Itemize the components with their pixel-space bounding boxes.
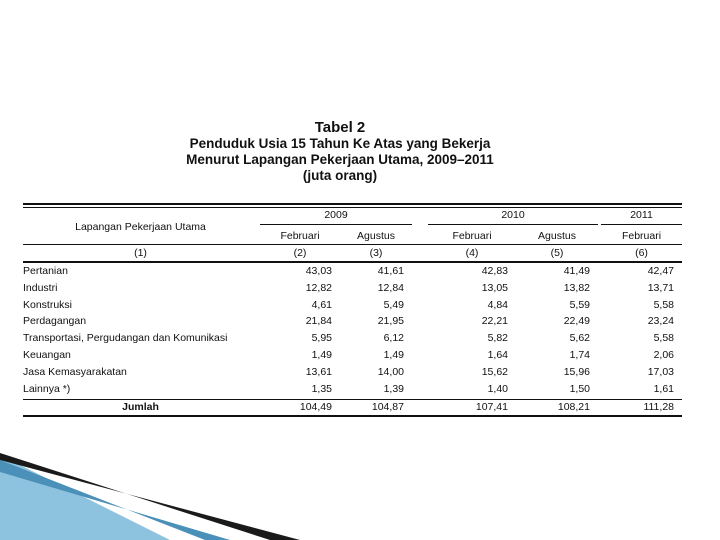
row-value: 21,95 xyxy=(377,315,404,328)
row-value: 22,49 xyxy=(563,315,590,328)
row-label: Perdagangan xyxy=(23,315,87,328)
row-value: 17,03 xyxy=(647,365,674,378)
row-value: 15,62 xyxy=(481,365,508,378)
row-value: 1,40 xyxy=(487,382,508,395)
row-value: 1,74 xyxy=(569,349,590,361)
row-value: 13,82 xyxy=(563,281,590,294)
row-value: 1,64 xyxy=(487,349,508,361)
row-value: 13,71 xyxy=(647,281,674,294)
col-number-6: (6) xyxy=(635,247,648,259)
row-label: Lainnya *) xyxy=(23,382,71,395)
row-value: 5,49 xyxy=(383,298,404,311)
table-number: Tabel 2 xyxy=(314,119,366,136)
header-month-3: Februari xyxy=(452,230,492,242)
row-value: 12,82 xyxy=(305,281,332,294)
row-value: 41,49 xyxy=(563,265,590,277)
row-value: 23,24 xyxy=(647,315,674,328)
total-value-3: 107,41 xyxy=(475,401,508,413)
row-label: Transportasi, Pergudangan dan Komunikasi xyxy=(23,332,228,345)
row-value: 1,39 xyxy=(383,382,404,395)
row-value: 1,50 xyxy=(569,382,590,395)
header-year-2009: 2009 xyxy=(324,209,348,221)
year-rule-2011 xyxy=(601,224,682,225)
row-value: 42,47 xyxy=(647,265,674,277)
row-value: 5,58 xyxy=(653,332,674,345)
table-title-line-1: Penduduk Usia 15 Tahun Ke Atas yang Bekerja xyxy=(189,136,491,151)
row-value: 21,84 xyxy=(305,315,332,328)
header-year-2010: 2010 xyxy=(501,209,525,221)
table-top-rule xyxy=(23,203,682,205)
table-top-rule-2 xyxy=(23,207,682,208)
col-number-3: (3) xyxy=(369,247,383,259)
year-rule-2009 xyxy=(260,224,412,225)
row-label: Pertanian xyxy=(23,265,68,277)
header-month-5: Februari xyxy=(621,230,662,242)
row-value: 14,00 xyxy=(377,365,404,378)
total-value-2: 104,87 xyxy=(371,401,404,413)
row-label: Konstruksi xyxy=(23,298,73,311)
body-top-rule xyxy=(23,261,682,263)
swoosh-light xyxy=(0,455,170,540)
row-value: 4,61 xyxy=(311,298,332,311)
row-value: 6,12 xyxy=(383,332,404,345)
row-value: 2,06 xyxy=(653,349,674,361)
row-value: 5,59 xyxy=(569,298,590,311)
total-value-5: 111,28 xyxy=(643,401,674,413)
row-value: 1,61 xyxy=(653,382,674,395)
total-value-1: 104,49 xyxy=(299,401,332,413)
header-year-2011: 2011 xyxy=(630,209,653,221)
row-value: 5,62 xyxy=(569,332,590,345)
row-value: 15,96 xyxy=(563,365,590,378)
row-value: 5,95 xyxy=(311,332,332,345)
header-row-label: Lapangan Pekerjaan Utama xyxy=(75,221,206,233)
row-value: 13,61 xyxy=(305,365,332,378)
col-number-5: (5) xyxy=(550,247,564,259)
row-value: 1,49 xyxy=(383,349,404,361)
row-value: 5,58 xyxy=(653,298,674,311)
header-rule xyxy=(23,244,682,245)
col-number-4: (4) xyxy=(465,247,479,259)
header-month-4: Agustus xyxy=(538,230,576,242)
year-rule-2010 xyxy=(428,224,598,225)
row-value: 43,03 xyxy=(305,265,332,277)
header-month-1: Februari xyxy=(280,230,320,242)
row-value: 1,49 xyxy=(311,349,332,361)
decorative-swoosh xyxy=(0,420,720,540)
table-title-line-2: Menurut Lapangan Pekerjaan Utama, 2009–2011 xyxy=(186,152,494,167)
total-label: Jumlah xyxy=(122,401,159,413)
row-value: 13,05 xyxy=(481,281,508,294)
row-value: 4,84 xyxy=(487,298,508,311)
row-value: 5,82 xyxy=(487,332,508,345)
row-label: Keuangan xyxy=(23,349,71,361)
row-value: 12,84 xyxy=(377,281,404,294)
row-value: 22,21 xyxy=(481,315,508,328)
col-number-2: (2) xyxy=(293,247,307,259)
header-month-2: Agustus xyxy=(357,230,395,242)
total-rule xyxy=(23,399,682,400)
row-value: 41,61 xyxy=(377,265,404,277)
row-label: Industri xyxy=(23,281,58,294)
table-bottom-rule xyxy=(23,415,682,417)
total-value-4: 108,21 xyxy=(557,401,590,413)
table-unit: (juta orang) xyxy=(302,168,378,183)
row-value: 1,35 xyxy=(311,382,332,395)
col-number-1: (1) xyxy=(134,247,147,259)
row-label: Jasa Kemasyarakatan xyxy=(23,365,127,378)
table-title xyxy=(150,120,530,184)
row-value: 42,83 xyxy=(481,265,508,277)
